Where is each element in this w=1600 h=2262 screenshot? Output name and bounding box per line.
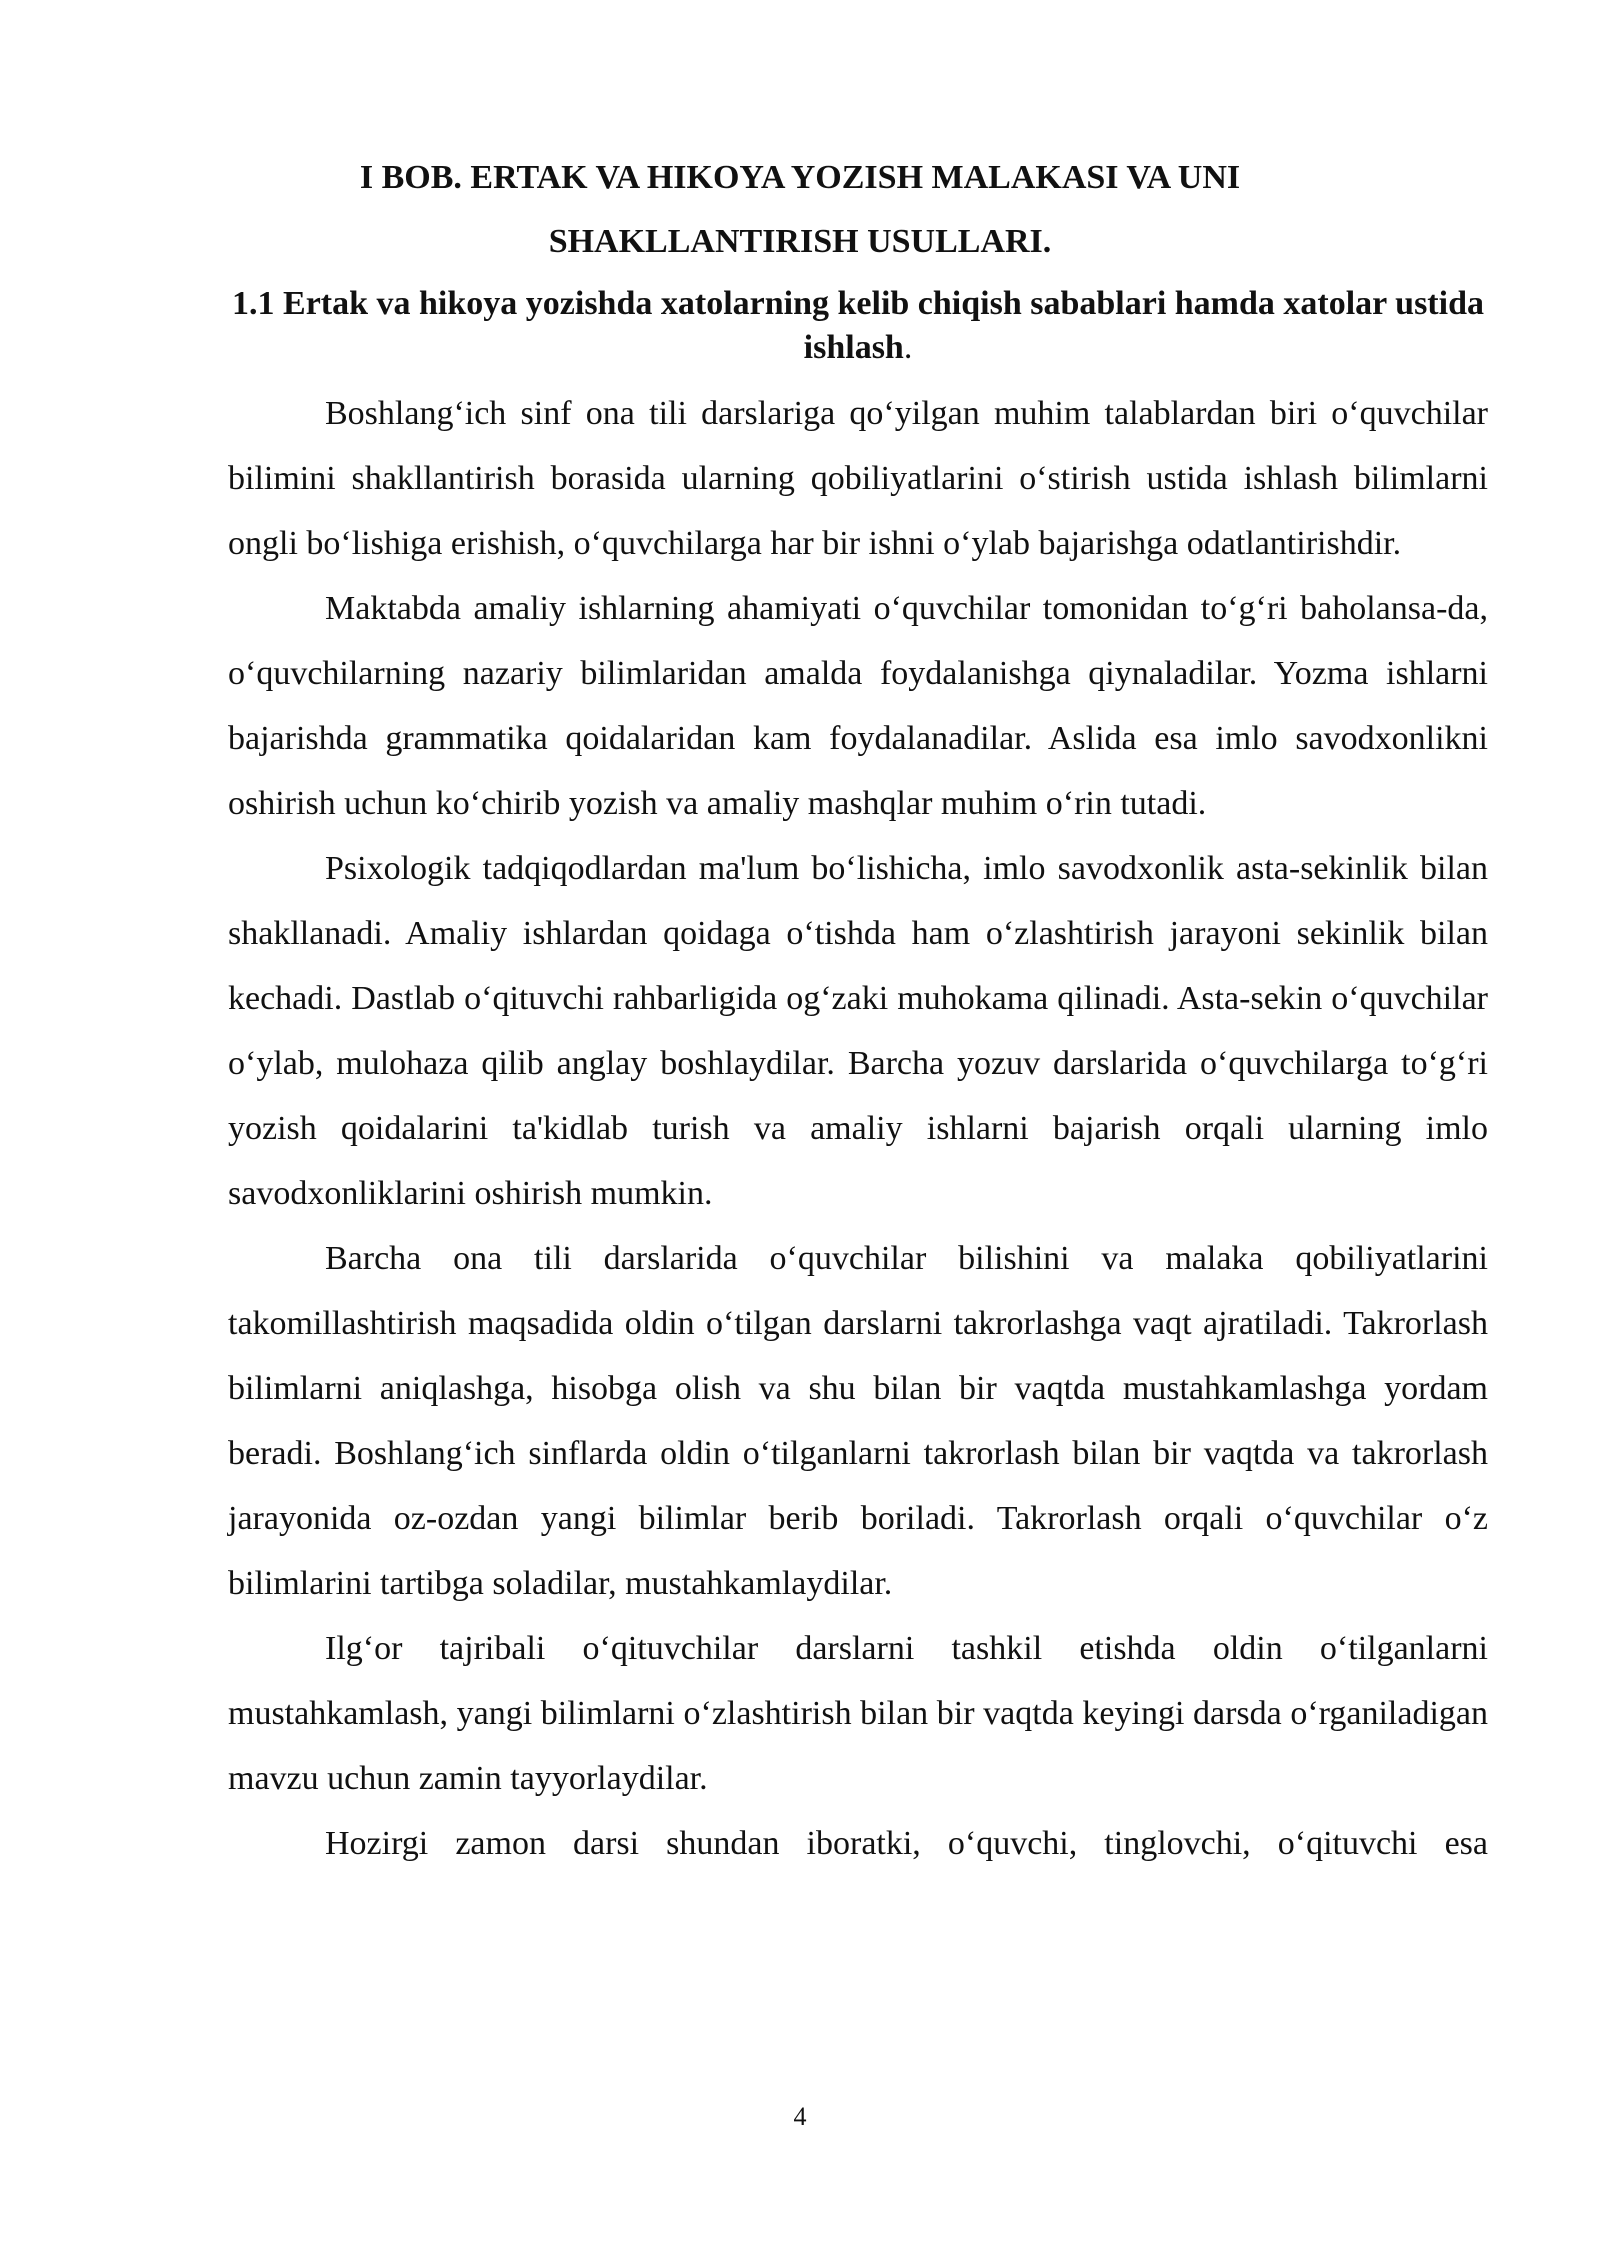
paragraph: Ilg‘or tajribali o‘qituvchilar darslarni tashkil etishda oldin o‘tilganlarni mustahkamlash, yangi bilimlarni o‘zlashtirish bilan bir vaqtda keyingi darsda o‘rganiladigan mavzu uchun zamin tayyorlaydilar. bbox=[228, 1630, 1488, 1797]
chapter-title bbox=[200, 146, 1400, 274]
paragraph: Barcha ona tili darslarida o‘quvchilar bilishini va malaka qobiliyatlarini takomillashtirish maqsadida oldin o‘tilgan darslarni takrorlashga vaqt ajratiladi. Takrorlash bilimlarni aniqlashga, hisobga olish va shu bilan bir vaqtda mustahkamlashga yordam beradi. Boshlang‘ich sinflarda oldin o‘tilganlarni takrorlash bilan bir vaqtda va takrorlash jarayonida oz-ozdan yangi bilimlar berib boriladi. Takrorlash orqali o‘quvchilar o‘z bilimlarini tartibga soladilar, mustahkamlaydilar. bbox=[228, 1240, 1488, 1602]
section-title-text: 1.1 Ertak va hikoya yozishda xatolarning kelib chiqish sabablari hamda xatolar ustida ishlash bbox=[232, 285, 1484, 366]
paragraph: Maktabda amaliy ishlarning ahamiyati o‘quvchilar tomonidan to‘g‘ri baholansa-da, o‘quvchilarning nazariy bilimlaridan amalda foydalanishga qiynaladilar. Yozma ishlarni bajarishda grammatika qoidalaridan kam foydalanadilar. Aslida esa imlo savodxonlikni oshirish uchun ko‘chirib yozish va amaliy mashqlar muhim o‘rin tutadi. bbox=[228, 590, 1488, 822]
paragraph: Psixologik tadqiqodlardan ma'lum bo‘lishicha, imlo savodxonlik asta-sekinlik bilan shakllanadi. Amaliy ishlardan qoidaga o‘tishda ham o‘zlashtirish jarayoni sekinlik bilan kechadi. Dastlab o‘qituvchi rahbarligida og‘zaki muhokama qilinadi. Asta-sekin o‘quvchilar o‘ylab, mulohaza qilib anglay boshlaydilar. Barcha yozuv darslarida o‘quvchilarga to‘g‘ri yozish qoidalarini ta'kidlab turish va amaliy ishlarni bajarish orqali ularning imlo savodxonliklarini oshirish mumkin. bbox=[228, 850, 1488, 1212]
paragraph-continued: Hozirgi zamon darsi shundan iboratki, o‘quvchi, tinglovchi, o‘qituvchi esa bbox=[325, 1825, 1488, 1862]
body-text bbox=[228, 381, 1488, 1876]
paragraph: Boshlang‘ich sinf ona tili darslariga qo‘yilgan muhim talablardan biri o‘quvchilar bilimini shakllantirish borasida ularning qobiliyatlarini o‘stirish ustida ishlash bilimlarni ongli bo‘lishiga erishish, o‘quvchilarga har bir ishni o‘ylab bajarishga odatlantirishdir. bbox=[228, 395, 1488, 562]
chapter-title-line-2: SHAKLLANTIRISH USULLARI. bbox=[548, 223, 1052, 260]
section-title-period: . bbox=[903, 329, 913, 366]
chapter-title-line-1: I BOB. ERTAK VA HIKOYA YOZISH MALAKASI VA UNI bbox=[359, 159, 1241, 196]
page-number: 4 bbox=[793, 2102, 807, 2131]
section-title bbox=[228, 282, 1488, 370]
